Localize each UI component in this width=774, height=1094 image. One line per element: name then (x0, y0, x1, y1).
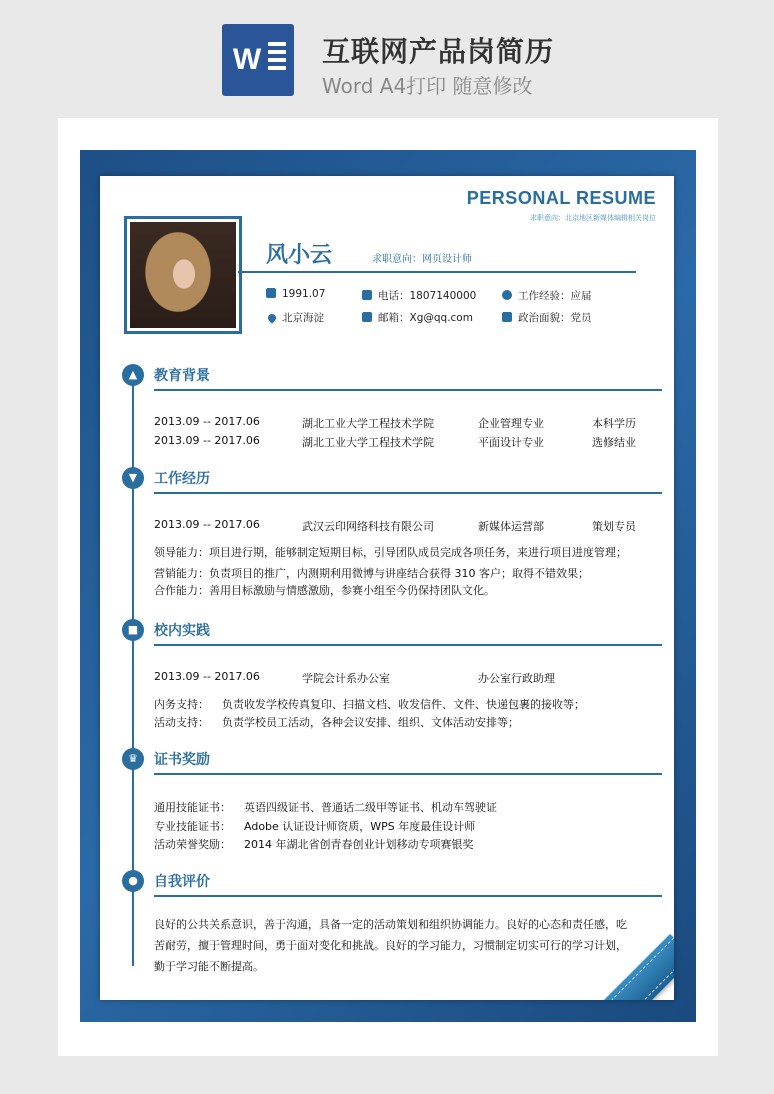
calendar-icon (266, 288, 276, 298)
word-letter: W (232, 43, 262, 76)
cert-label: 专业技能证书： (154, 820, 231, 833)
self-evaluation-text: 良好的公共关系意识，善于沟通，具备一定的活动策划和组织协调能力。良好的心态和责任感，吃苦耐劳，擅于管理时间，勇于面对变化和挑战。良好的学习能力，习惯制定切实可行的学习计划，勤于学习能不断提高。 (154, 918, 627, 973)
phone-value: 电话：1807140000 (378, 290, 477, 302)
info-phone (362, 288, 476, 303)
cert-label: 活动荣誉奖励： (154, 838, 231, 851)
edu-major: 平面设计专业 (478, 436, 544, 449)
tie-icon: ▼ (122, 467, 144, 489)
campus-period: 2013.09 -- 2017.06 (154, 670, 260, 683)
graduation-cap-icon: ▲ (122, 364, 144, 386)
page-subtitle: Word A4打印 随意修改 (322, 74, 533, 98)
work-dept: 新媒体运营部 (478, 520, 544, 533)
trophy-icon: ♛ (122, 748, 144, 770)
experience-value: 工作经验：应届 (518, 290, 592, 302)
info-birth (266, 288, 325, 300)
phone-icon (362, 290, 372, 300)
profile-photo (124, 216, 242, 334)
section-rule (154, 389, 662, 391)
edu-degree: 本科学历 (592, 417, 636, 430)
info-experience (502, 288, 592, 303)
section-title: 教育背景 (154, 368, 210, 384)
work-company: 武汉云印网络科技有限公司 (302, 520, 434, 533)
cert-text: 英语四级证书、普通话二级甲等证书、机动车驾驶证 (244, 801, 497, 814)
section-title: 自我评价 (154, 874, 210, 890)
edu-period: 2013.09 -- 2017.06 (154, 434, 260, 447)
edu-period: 2013.09 -- 2017.06 (154, 415, 260, 428)
campus-line-text: 负责学校员工活动，各种会议安排、组织、文体活动安排等； (222, 716, 519, 729)
page-header (0, 0, 774, 112)
location-value: 北京海淀 (282, 312, 324, 324)
person-icon (502, 312, 512, 322)
location-pin-icon (266, 312, 277, 323)
resume-sheet (100, 176, 674, 1000)
campus-line-label: 内务支持： (154, 698, 209, 711)
section-rule (154, 773, 662, 775)
campus-role: 办公室行政助理 (478, 672, 555, 685)
photo-image (130, 222, 236, 328)
work-line: 合作能力：善用目标激励与情感激励，参赛小组至今仍保持团队文化。 (154, 584, 495, 597)
banner-subtitle: 求职意向：北京地区新媒体编辑相关岗位 (530, 214, 656, 222)
politics-value: 政治面貌：党员 (518, 312, 592, 324)
work-period: 2013.09 -- 2017.06 (154, 518, 260, 531)
section-rule (154, 895, 662, 897)
campus-line-text: 负责收发学校传真复印、扫描文档、收发信件、文件、快递包裹的接收等； (222, 698, 585, 711)
chat-icon (502, 290, 512, 300)
section-title: 证书奖励 (154, 752, 210, 768)
campus-line-label: 活动支持： (154, 716, 209, 729)
section-title: 工作经历 (154, 471, 210, 487)
section-title: 校内实践 (154, 623, 210, 639)
candidate-name: 风小云 (266, 243, 333, 268)
edu-degree: 选修结业 (592, 436, 636, 449)
word-lines-icon (268, 42, 286, 74)
work-role: 策划专员 (592, 520, 636, 533)
campus-org: 学院会计系办公室 (302, 672, 390, 685)
info-email (362, 310, 473, 325)
cert-text: Adobe 认证设计师资质，WPS 年度最佳设计师 (244, 820, 476, 833)
mail-icon (362, 312, 372, 322)
page-title: 互联网产品岗简历 (322, 35, 555, 68)
person-icon: ● (122, 870, 144, 892)
info-politics (502, 310, 592, 325)
section-rule (154, 492, 662, 494)
info-location (268, 310, 324, 325)
job-intent: 求职意向：网页设计师 (372, 254, 472, 265)
cert-text: 2014 年湖北省创青春创业计划移动专项赛银奖 (244, 838, 474, 851)
edu-major: 企业管理专业 (478, 417, 544, 430)
section-rule (154, 644, 662, 646)
email-value: 邮箱：Xg@qq.com (378, 312, 473, 324)
work-line: 营销能力：负责项目的推广，内测期利用微博与讲座结合获得 310 客户；取得不错效果； (154, 567, 589, 580)
name-divider (238, 271, 636, 273)
edu-school: 湖北工业大学工程技术学院 (302, 436, 434, 449)
word-icon (222, 24, 294, 96)
windows-icon: ■ (122, 619, 144, 641)
cert-label: 通用技能证书： (154, 801, 231, 814)
work-line: 领导能力：项目进行期，能够制定短期目标，引导团队成员完成各项任务，来进行项目进度管理； (154, 546, 627, 559)
edu-school: 湖北工业大学工程技术学院 (302, 417, 434, 430)
banner-title: PERSONAL RESUME (466, 188, 656, 208)
birth-value: 1991.07 (282, 288, 326, 300)
